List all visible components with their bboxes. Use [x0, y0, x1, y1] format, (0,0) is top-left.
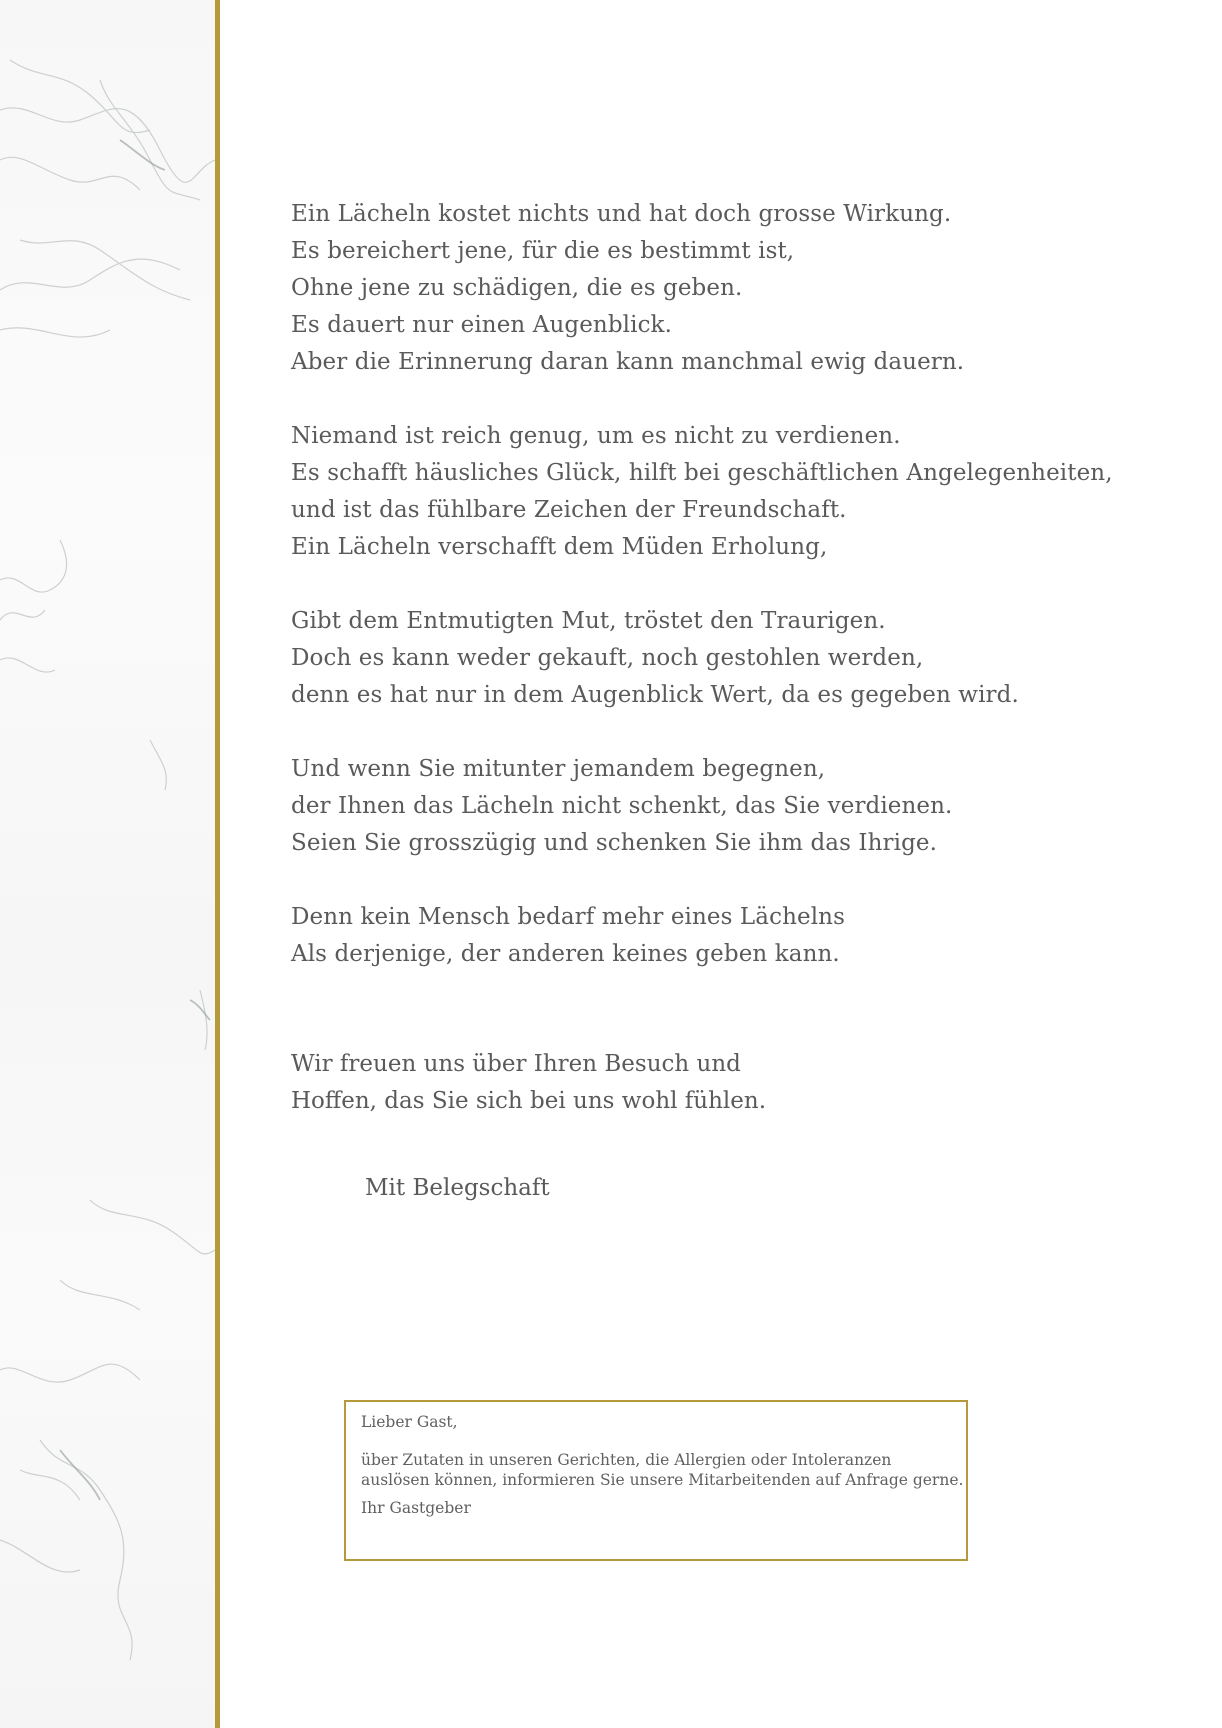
notice-body-line: auslösen können, informieren Sie unsere Mitarbeitenden auf Anfrage gerne. — [361, 1471, 964, 1489]
notice-host: Ihr Gastgeber — [361, 1499, 471, 1517]
poem-line: Es dauert nur einen Augenblick. — [291, 312, 672, 338]
poem-line: Es bereichert jene, für die es bestimmt ist, — [291, 238, 795, 264]
poem-line: Niemand ist reich genug, um es nicht zu verdienen. — [291, 423, 901, 449]
poem-line: Ein Lächeln kostet nichts und hat doch grosse Wirkung. — [291, 201, 952, 227]
poem-stanza — [291, 196, 1171, 381]
poem-stanza — [291, 603, 1171, 714]
poem-line: und ist das fühlbare Zeichen der Freundschaft. — [291, 497, 847, 523]
poem-line: Doch es kann weder gekauft, noch gestohlen werden, — [291, 645, 924, 671]
notice-body-line: über Zutaten in unseren Gerichten, die Allergien oder Intoleranzen — [361, 1451, 892, 1469]
poem-line: Gibt dem Entmutigten Mut, tröstet den Traurigen. — [291, 608, 886, 634]
poem-line: Aber die Erinnerung daran kann manchmal ewig dauern. — [291, 349, 965, 375]
signature: Mit Belegschaft — [365, 1175, 550, 1201]
poem-line: Und wenn Sie mitunter jemandem begegnen, — [291, 756, 826, 782]
poem-line: denn es hat nur in dem Augenblick Wert, da es gegeben wird. — [291, 682, 1019, 708]
closing-message — [291, 1046, 1171, 1120]
poem-stanza — [291, 418, 1171, 566]
closing-line: Hoffen, das Sie sich bei uns wohl fühlen. — [291, 1088, 767, 1114]
poem-line: der Ihnen das Lächeln nicht schenkt, das Sie verdienen. — [291, 793, 953, 819]
poem — [291, 196, 1171, 1010]
marble-side-panel — [0, 0, 215, 1728]
notice-greeting: Lieber Gast, — [361, 1413, 458, 1431]
poem-line: Als derjenige, der anderen keines geben kann. — [291, 941, 840, 967]
poem-line: Es schafft häusliches Glück, hilft bei geschäftlichen Angelegenheiten, — [291, 460, 1113, 486]
poem-line: Seien Sie grosszügig und schenken Sie ihm das Ihrige. — [291, 830, 938, 856]
poem-stanza — [291, 751, 1171, 862]
allergy-notice-box — [344, 1400, 968, 1561]
poem-stanza — [291, 899, 1171, 973]
marble-veins-decoration — [0, 0, 215, 1728]
poem-line: Denn kein Mensch bedarf mehr eines Lächelns — [291, 904, 845, 930]
poem-line: Ohne jene zu schädigen, die es geben. — [291, 275, 743, 301]
poem-line: Ein Lächeln verschafft dem Müden Erholung, — [291, 534, 828, 560]
gold-divider-line — [215, 0, 220, 1728]
closing-line: Wir freuen uns über Ihren Besuch und — [291, 1051, 741, 1077]
